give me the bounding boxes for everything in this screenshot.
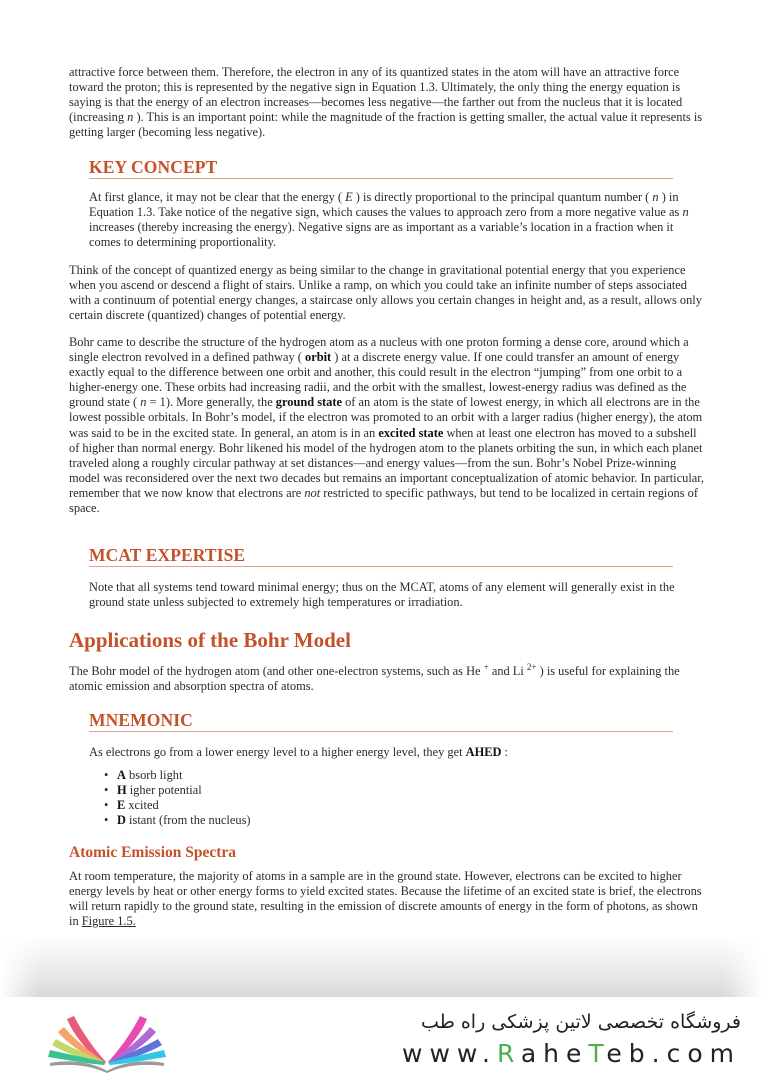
text: when at least one electron has moved to a subshell of higher than normal energy. Bohr likened his model of the hydrogen atom to the planets orbiting the sun, in which each planet traveled along a roughly circular pathway at set distances—and energy values—from the sun. Bohr’s Nobel Prize-winning model was reconsidered over the next two decades but remains an important conceptualization of atomic behavior. In particular, remember that we now know that electrons are (69, 425, 704, 500)
text: = 1). More generally, the (146, 395, 276, 410)
url-accent-letter: R (497, 1039, 521, 1068)
charge-superscript: + (483, 662, 489, 672)
mnemonic-list (104, 768, 251, 828)
store-url[interactable] (402, 1039, 741, 1068)
variable-n: n (682, 205, 689, 220)
paragraph-emission (69, 869, 709, 929)
term-excited-state: excited state (378, 425, 444, 440)
store-name-persian: فروشگاه تخصصی لاتین پزشکی راه طب (421, 1011, 741, 1033)
mnemonic-intro (89, 745, 689, 760)
text: At first glance, it may not be clear that the energy ( (89, 190, 346, 204)
open-book-logo-icon (42, 1007, 172, 1073)
list-item (104, 798, 251, 813)
page-bottom-shadow (0, 935, 763, 997)
text: ). This is an important point: while the magnitude of the fraction is getting smaller, the actual value it represents is getting larger (becoming less negative). (69, 110, 703, 140)
letter: D (117, 813, 126, 827)
text: : (501, 745, 508, 759)
url-part: eb.com (606, 1039, 741, 1068)
text: ) is directly proportional to the principal quantum number ( (352, 190, 653, 204)
text: of an atom is the state of lowest energy, in which all electrons are in the lowest possible orbitals. In Bohr’s model, if the electron was promoted to an orbit with a larger radius (higher energy), the atom was said to be in the excited state. In general, an atom is in an (69, 395, 703, 440)
key-concept-text (89, 190, 689, 250)
paragraph-stairs: Think of the concept of quantized energy as being similar to the change in gravitational potential energy that you experience when you ascend or descend a flight of stairs. Unlike a ramp, on which you could take an infinite number of steps associated with a continuum of potential energy changes, a staircase only allows you certain changes in height and, as a result, allows only certain discrete (quantized) changes of potential energy. (69, 263, 702, 323)
text: bsorb light (125, 768, 183, 782)
term-orbit: orbit (305, 350, 332, 365)
variable-n: n (127, 110, 134, 125)
url-part: www. (402, 1039, 497, 1068)
text: attractive force between them. Therefore, the electron in any of its quantized states in the atom will have an attractive force toward the proton; this is represented by the negative sign in Equation 1.3. Ultimately, the only thing the energy equation is saying is that the energy of an electron increases—becomes less negative—the farther out from the nucleus that it is located (increasing (69, 65, 683, 125)
text: As electrons go from a lower energy level to a higher energy level, they get (89, 745, 466, 759)
text: Bohr came to describe the structure of the hydrogen atom as a nucleus with one proton forming a dense core, around which a single electron revolved in a defined pathway ( (69, 335, 689, 365)
letter: A (117, 768, 126, 782)
variable-e: E (345, 190, 353, 204)
mcat-expertise-heading: MCAT EXPERTISE (89, 545, 673, 567)
mnemonic-heading: MNEMONIC (89, 710, 673, 732)
text: increases (thereby increasing the energy). Negative signs are as important as a variable’s location in a fraction when it comes to determining proportionality. (89, 220, 674, 250)
text: ) at a discrete energy value. If one could transfer an amount of energy exactly equal to the difference between one orbit and another, this could result in the electron “jumping” from one orbit to a higher-energy one. These orbits had increasing radii, and the orbit with the smallest, lowest-energy radius was defined as the ground state ( (69, 350, 687, 410)
list-item (104, 783, 251, 798)
list-item (104, 768, 251, 783)
text: ) is useful for explaining the atomic emission and absorption spectra of atoms. (69, 664, 680, 694)
text: igher potential (126, 783, 202, 797)
paragraph-applications (69, 664, 709, 694)
figure-link[interactable]: Figure 1.5. (81, 914, 136, 929)
letter: E (117, 798, 126, 812)
mcat-expertise-text: Note that all systems tend toward minimal energy; thus on the MCAT, atoms of any element will generally exist in the ground state unless subjected to extremely high temperatures or irradiation. (89, 580, 675, 610)
text: istant (from the nucleus) (125, 813, 251, 827)
term-ground-state: ground state (275, 395, 343, 410)
charge-superscript: 2+ (526, 662, 537, 672)
url-part: ahe (520, 1039, 589, 1068)
acronym: AHED (465, 745, 502, 759)
letter: H (117, 783, 127, 797)
section-heading: Applications of the Bohr Model (69, 628, 351, 652)
list-item (104, 813, 251, 828)
text: The Bohr model of the hydrogen atom (and other one-electron systems, such as He (69, 664, 484, 678)
footer-banner (0, 997, 763, 1080)
paragraph-bohr-structure (69, 335, 709, 516)
url-accent-letter: T (588, 1039, 607, 1068)
variable-n: n (140, 395, 147, 410)
text: restricted to specific pathways, but tend to be localized in certain regions of space. (69, 485, 698, 516)
text: At room temperature, the majority of atoms in a sample are in the ground state. However, electrons can be excited to higher energy levels by heat or other energy forms to yield excited states. Because the lifetime of an excited state is brief, the electrons will return rapidly to the ground state, resulting in the emission of discrete amounts of energy in the form of photons, as shown in (69, 869, 702, 929)
variable-n: n (652, 190, 659, 204)
text: ) in Equation 1.3. Take notice of the negative sign, which causes the values to approach zero from a more negative value as (89, 190, 683, 220)
text: and Li (488, 664, 527, 678)
key-concept-heading: KEY CONCEPT (89, 157, 673, 179)
paragraph-energy-equation (69, 65, 709, 140)
subheading-emission: Atomic Emission Spectra (69, 844, 237, 861)
emphasis-not: not (304, 485, 321, 500)
text: xcited (125, 798, 159, 812)
